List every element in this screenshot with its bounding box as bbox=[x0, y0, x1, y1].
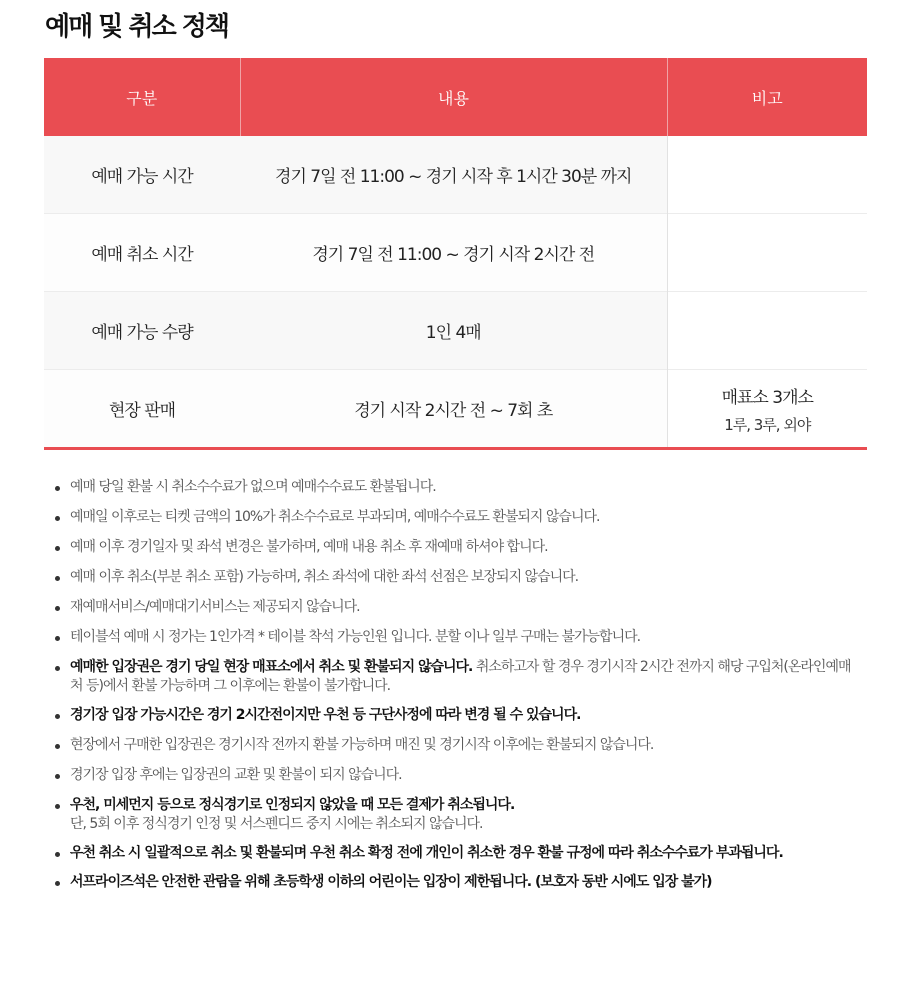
table-header-row bbox=[44, 58, 867, 136]
row-content: 경기 7일 전 11:00 ~ 경기 시작 후 1시간 30분 까지 bbox=[240, 136, 667, 214]
notice-item: 현장에서 구매한 입장권은 경기시작 전까지 환불 가능하며 매진 및 경기시작 이후에는 환불되지 않습니다. bbox=[54, 736, 854, 755]
notice-item bbox=[54, 873, 854, 892]
table-row bbox=[44, 292, 867, 370]
row-label: 현장 판매 bbox=[44, 370, 240, 449]
row-note bbox=[667, 214, 867, 292]
notice-bold-text: 우천 취소 시 일괄적으로 취소 및 환불되며 우천 취소 확정 전에 개인이 취소한 경우 환불 규정에 따라 취소수수료가 부과됩니다. bbox=[70, 845, 783, 861]
ticket-office-locations: 1루, 3루, 외야 bbox=[724, 415, 811, 434]
notice-item: 예매 이후 경기일자 및 좌석 변경은 불가하며, 예매 내용 취소 후 재예매 하셔야 합니다. bbox=[54, 538, 854, 557]
row-label: 예매 가능 수량 bbox=[44, 292, 240, 370]
row-content: 경기 7일 전 11:00 ~ 경기 시작 2시간 전 bbox=[240, 214, 667, 292]
notice-item bbox=[54, 844, 854, 863]
header-category: 구분 bbox=[44, 58, 240, 136]
ticket-office-count: 매표소 3개소 bbox=[721, 387, 813, 408]
row-label: 예매 가능 시간 bbox=[44, 136, 240, 214]
table-row bbox=[44, 370, 867, 449]
row-note bbox=[667, 370, 867, 449]
notice-bold-text: 예매한 입장권은 경기 당일 현장 매표소에서 취소 및 환불되지 않습니다. bbox=[70, 659, 473, 675]
notice-bold-text: 우천, 미세먼지 등으로 정식경기로 인정되지 않았을 때 모든 결제가 취소됩니다. bbox=[70, 797, 515, 813]
notice-item bbox=[54, 706, 854, 725]
row-content: 경기 시작 2시간 전 ~ 7회 초 bbox=[240, 370, 667, 449]
table-row bbox=[44, 214, 867, 292]
header-content: 내용 bbox=[240, 58, 667, 136]
notice-item: 테이블석 예매 시 정가는 1인가격 * 테이블 착석 가능인원 입니다. 분할 이나 일부 구매는 불가능합니다. bbox=[54, 628, 854, 647]
notice-item: 예매일 이후로는 티켓 금액의 10%가 취소수수료로 부과되며, 예매수수료도 환불되지 않습니다. bbox=[54, 508, 854, 527]
notice-bold-text: 서프라이즈석은 안전한 관람을 위해 초등학생 이하의 어린이는 입장이 제한됩니다. (보호자 동반 시에도 입장 불가) bbox=[70, 874, 712, 890]
header-note: 비고 bbox=[667, 58, 867, 136]
notice-bold-text: 경기장 입장 가능시간은 경기 2시간전이지만 우천 등 구단사정에 따라 변경 될 수 있습니다. bbox=[70, 707, 581, 723]
notice-item bbox=[54, 658, 854, 696]
quantity-limit-value: 1인 4매 bbox=[240, 292, 667, 370]
table-row bbox=[44, 136, 867, 214]
notice-item bbox=[54, 796, 854, 834]
notice-item: 예매 당일 환불 시 취소수수료가 없으며 예매수수료도 환불됩니다. bbox=[54, 478, 854, 497]
row-note bbox=[667, 292, 867, 370]
notice-item: 경기장 입장 후에는 입장권의 교환 및 환불이 되지 않습니다. bbox=[54, 766, 854, 785]
notice-list bbox=[54, 478, 854, 903]
page-title: 예매 및 취소 정책 bbox=[45, 12, 228, 42]
notice-subtext: 단, 5회 이후 정식경기 인정 및 서스펜디드 중지 시에는 취소되지 않습니다. bbox=[70, 816, 483, 832]
row-label: 예매 취소 시간 bbox=[44, 214, 240, 292]
notice-item: 재예매서비스/예매대기서비스는 제공되지 않습니다. bbox=[54, 598, 854, 617]
row-note bbox=[667, 136, 867, 214]
notice-text: 취소하고자 할 경우 경기시작 2시간 전까지 해당 구입처(온라인예매처 등)에서 환불 가능하며 그 이후에는 환불이 불가합니다. bbox=[70, 659, 851, 694]
notice-item: 예매 이후 취소(부분 취소 포함) 가능하며, 취소 좌석에 대한 좌석 선점은 보장되지 않습니다. bbox=[54, 568, 854, 587]
policy-table bbox=[44, 58, 867, 450]
